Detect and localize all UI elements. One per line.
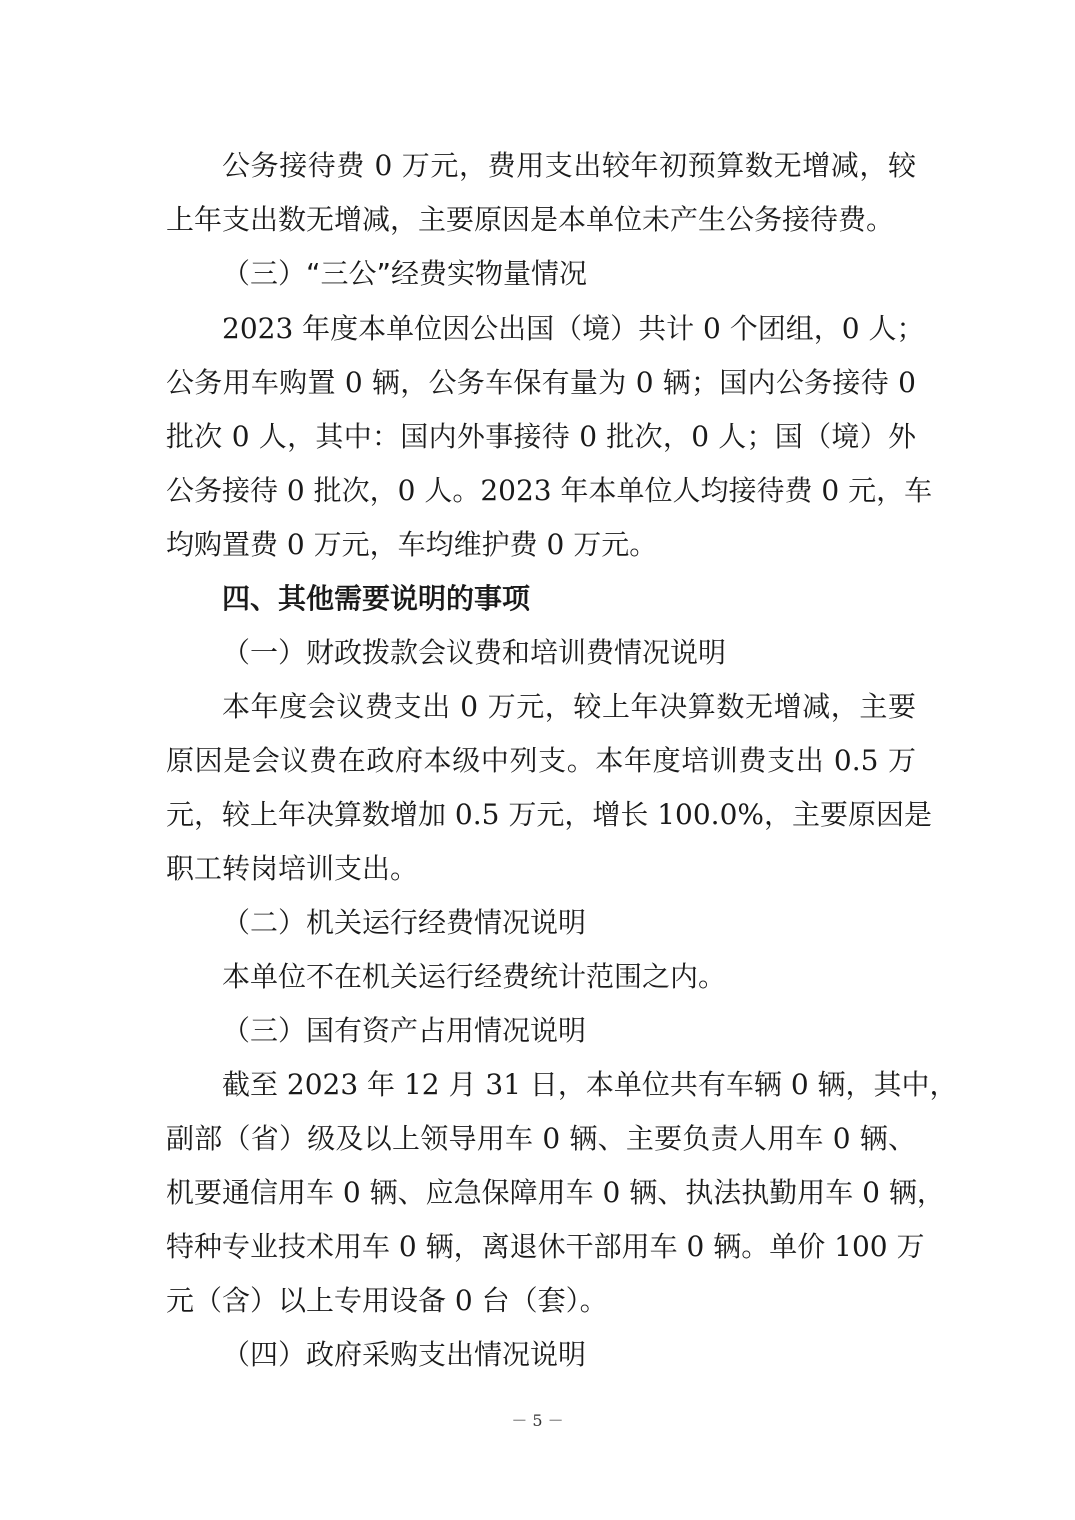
page-number: － 5 － (511, 1411, 564, 1430)
text-line: 特种专业技术用车 0 辆，离退休干部用车 0 辆。单价 100 万 (166, 1230, 925, 1263)
text-line: 上年支出数无增减，主要原因是本单位未产生公务接待费。 (166, 203, 895, 236)
text-line: 元，较上年决算数增加 0.5 万元，增长 100.0%，主要原因是 (166, 798, 932, 831)
text-line: 原因是会议费在政府本级中列支。本年度培训费支出 0.5 万 (166, 744, 916, 777)
section-heading: （四）政府采购支出情况说明 (222, 1338, 587, 1371)
section-heading: （三）国有资产占用情况说明 (222, 1014, 587, 1047)
section-heading: （二）机关运行经费情况说明 (222, 906, 587, 939)
section-heading: （三）“三公”经费实物量情况 (222, 257, 588, 290)
text-line: 2023 年度本单位因公出国（境）共计 0 个团组，0 人； (222, 312, 925, 345)
section-heading: （一）财政拨款会议费和培训费情况说明 (222, 636, 727, 669)
text-line: 公务接待 0 批次，0 人。2023 年本单位人均接待费 0 元，车 (166, 474, 933, 507)
text-line: 公务接待费 0 万元，费用支出较年初预算数无增减，较 (222, 149, 916, 182)
text-line: 副部（省）级及以上领导用车 0 辆、主要负责人用车 0 辆、 (166, 1122, 916, 1155)
text-line: 本单位不在机关运行经费统计范围之内。 (222, 960, 727, 993)
text-line: 均购置费 0 万元，车均维护费 0 万元。 (166, 528, 658, 561)
text-line: 批次 0 人，其中：国内外事接待 0 批次，0 人；国（境）外 (166, 420, 916, 453)
text-line: 元（含）以上专用设备 0 台（套）。 (166, 1284, 608, 1317)
text-line: 公务用车购置 0 辆，公务车保有量为 0 辆；国内公务接待 0 (166, 366, 916, 399)
text-line: 职工转岗培训支出。 (166, 852, 419, 885)
text-line: 机要通信用车 0 辆、应急保障用车 0 辆、执法执勤用车 0 辆， (166, 1176, 945, 1209)
text-line: 截至 2023 年 12 月 31 日，本单位共有车辆 0 辆，其中， (222, 1068, 958, 1101)
chapter-heading: 四、其他需要说明的事项 (222, 582, 531, 615)
text-line: 本年度会议费支出 0 万元，较上年决算数无增减，主要 (222, 690, 916, 723)
